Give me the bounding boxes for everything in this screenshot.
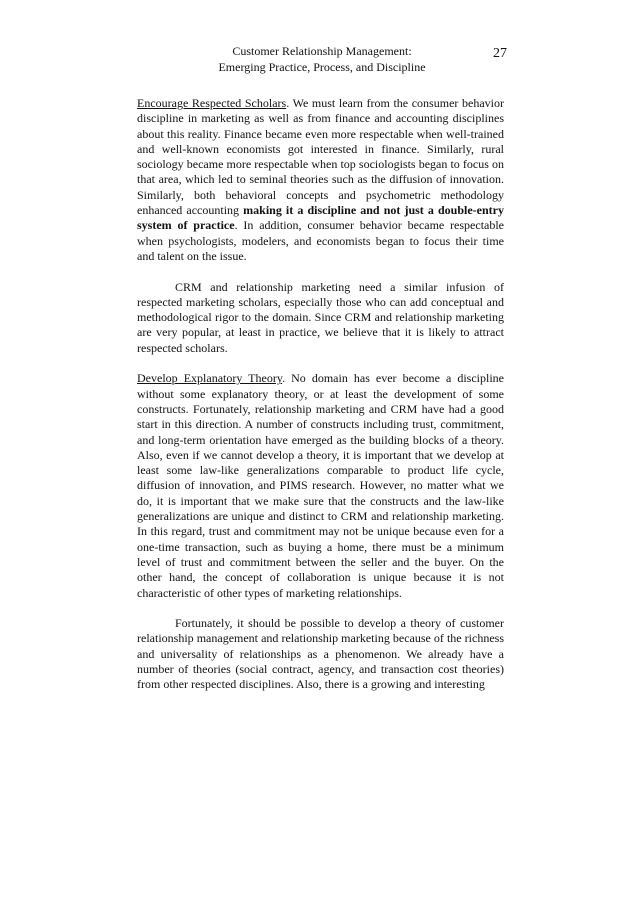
paragraph-explanatory-theory — [137, 371, 504, 600]
bold-emphasis: making it a discipline and not just a double-entry system of practice — [137, 203, 504, 233]
paragraph-text: . No domain has ever become a discipline without some explanatory theory, or at least the development of some constructs. Fortunately, relationship marketing and CRM have had a good start in this direction. A number of constructs including trust, commitment, and long-term orientation have emerged as the building blocks of a theory. Also, even if we cannot develop a theory, it is important that we develop at least some law-like generalizations comparable to product life cycle, diffusion of innovation, and PIMS research. However, no matter what we do, it is important that we make sure that the constructs and the law-like generalizations are unique and distinct to CRM and relationship marketing. In this regard, trust and commitment may not be unique because even for a one-time transaction, such as buying a home, there must be a minimum level of trust and commitment between the seller and the buyer. On the other hand, the concept of collaboration is unique because it is not characteristic of other types of marketing relationships. — [137, 371, 504, 600]
section-heading-explanatory-theory: Develop Explanatory Theory — [137, 371, 283, 386]
page-number: 27 — [493, 46, 507, 61]
paragraph-crm-infusion: CRM and relationship marketing need a similar infusion of respected marketing scholars, especially those who can add conceptual and methodological rigor to the domain. Since CRM and relationship marketing are very popular, at least in practice, we believe that it is likely to attract respected scholars. — [137, 279, 504, 355]
paragraph-text: . We must learn from the consumer behavior discipline in marketing as well as from finance and accounting disciplines about this reality. Finance became even more respectable when well-trained and well-known economists got interested in finance. Similarly, rural sociology became more respectable when top sociologists began to focus on that area, which led to seminal theories such as the diffusion of innovation. Similarly, both behavioral concepts and psychometric methodology enhanced accounting — [137, 96, 504, 218]
running-header — [140, 44, 504, 75]
header-line-1: Customer Relationship Management: — [232, 44, 412, 58]
section-heading-encourage-scholars: Encourage Respected Scholars — [137, 96, 287, 110]
paragraph-encourage-scholars — [137, 96, 504, 264]
paragraph-text: . In addition, consumer behavior became respectable when psychologists, modelers, and economists began to focus their time and talent on the issue. — [137, 218, 505, 263]
header-line-2: Emerging Practice, Process, and Discipline — [218, 59, 426, 74]
paragraph-develop-theory: Fortunately, it should be possible to develop a theory of customer relationship management and relationship marketing because of the richness and universality of relationships as a phenomenon. We already have a number of theories (social contract, agency, and transaction cost theories) from other respected disciplines. Also, there is a growing and interesting — [137, 616, 504, 692]
body-text — [137, 96, 504, 708]
